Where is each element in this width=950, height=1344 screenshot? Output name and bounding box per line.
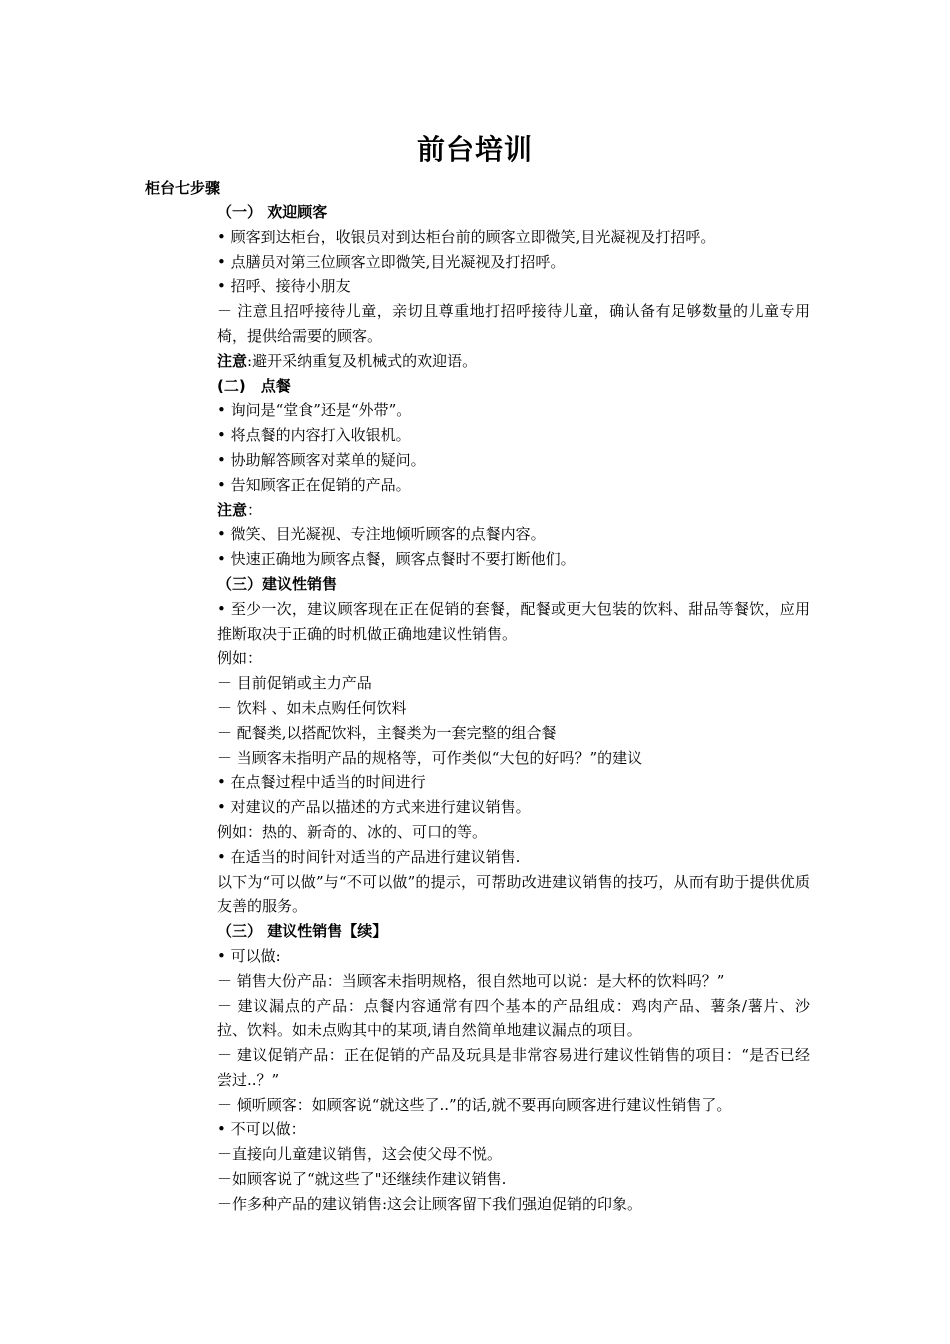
step2-item: • 告知顾客正在促销的产品。	[217, 475, 411, 494]
step3-example: － 当顾客未指明产品的规格等，可作类似“大包的好吗？”的建议	[217, 748, 643, 767]
step3-item: • 在适当的时间针对适当的产品进行建议销售.	[217, 847, 521, 866]
step3-example: － 饮料 、如未点购任何饮料	[217, 698, 407, 717]
step1-item: • 顾客到达柜台，收银员对到达柜台前的顾客立即微笑,目光凝视及打招呼。	[217, 227, 716, 246]
step3-cont-heading: （三） 建议性销售【续】	[217, 922, 388, 941]
can-do-item: － 建议促销产品：正在促销的产品及玩具是非常容易进行建议性销售的项目：“是否已经尝过..？”	[217, 1046, 810, 1089]
note-text: ：	[247, 500, 263, 519]
step1-dash-item: － 注意且招呼接待儿童，亲切且尊重地打招呼接待儿童，确认备有足够数量的儿童专用椅，提供给需要的顾客。	[217, 302, 810, 345]
document-body	[217, 200, 810, 1217]
can-do-item: － 销售大份产品：当顾客未指明规格，很自然地可以说：是大杯的饮料吗？”	[217, 971, 725, 990]
section-heading: 柜台七步骤	[145, 179, 221, 197]
can-do-item: － 建议漏点的产品：点餐内容通常有四个基本的产品组成：鸡肉产品、薯条/薯片、沙拉、饮料。如未点购其中的某项,请自然简单地建议漏点的项目。	[217, 996, 810, 1040]
step3-heading: （三）建议性销售	[217, 574, 338, 593]
note-text: :避开采纳重复及机械式的欢迎语。	[247, 351, 478, 370]
note-label: 注意	[217, 500, 248, 519]
step2-heading: (二) 点餐	[217, 376, 291, 395]
step3-intro: • 至少一次，建议顾客现在正在促销的套餐，配餐或更大包装的饮料、甜品等餐饮，应用推断取决于正确的时机做正确地建议性销售。	[217, 599, 810, 643]
note-label: 注意	[217, 351, 248, 370]
step3-summary: 以下为“可以做”与“不可以做”的提示，可帮助改进建议销售的技巧，从而有助于提供优质友善的服务。	[217, 872, 810, 916]
can-do-label: • 可以做:	[217, 946, 281, 965]
step3-example: － 配餐类,以搭配饮料，主餐类为一套完整的组合餐	[217, 723, 557, 742]
can-do-item: － 倾听顾客：如顾客说“就这些了..”的话,就不要再向顾客进行建议性销售了。	[217, 1095, 732, 1114]
cannot-do-label: • 不可以做：	[217, 1120, 306, 1139]
cannot-do-item: －直接向儿童建议销售，这会使父母不悦。	[217, 1145, 503, 1164]
step2-note-item: • 微笑、目光凝视、专注地倾听顾客的点餐内容。	[217, 525, 546, 544]
step2-item: • 询问是“堂食”还是“外带”。	[217, 401, 412, 420]
step3-item: • 对建议的产品以描述的方式来进行建议销售。	[217, 798, 531, 817]
step2-note	[217, 498, 810, 523]
step3-example: － 目前促销或主力产品	[217, 674, 372, 693]
step1-heading: （一） 欢迎顾客	[217, 203, 328, 221]
step2-note-item: • 快速正确地为顾客点餐，顾客点餐时不要打断他们。	[217, 550, 576, 569]
step1-item: • 招呼、接待小朋友	[217, 277, 351, 296]
cannot-do-item: －作多种产品的建议销售:这会让顾客留下我们强迫促销的印象。	[217, 1194, 643, 1213]
step3-item: • 在点餐过程中适当的时间进行	[217, 773, 426, 792]
step2-item: • 协助解答顾客对菜单的疑问。	[217, 450, 426, 469]
step3-example-label: 例如：	[217, 649, 263, 668]
step1-note	[217, 349, 810, 374]
cannot-do-item: －如顾客说了“就这些了"还继续作建议销售.	[217, 1170, 507, 1189]
step1-item: • 点膳员对第三位顾客立即微笑,目光凝视及打招呼。	[217, 252, 566, 271]
page-title: 前台培训	[416, 133, 533, 166]
step2-item: • 将点餐的内容打入收银机。	[217, 426, 411, 445]
step3-item: 例如：热的、新奇的、冰的、可口的等。	[217, 822, 488, 841]
